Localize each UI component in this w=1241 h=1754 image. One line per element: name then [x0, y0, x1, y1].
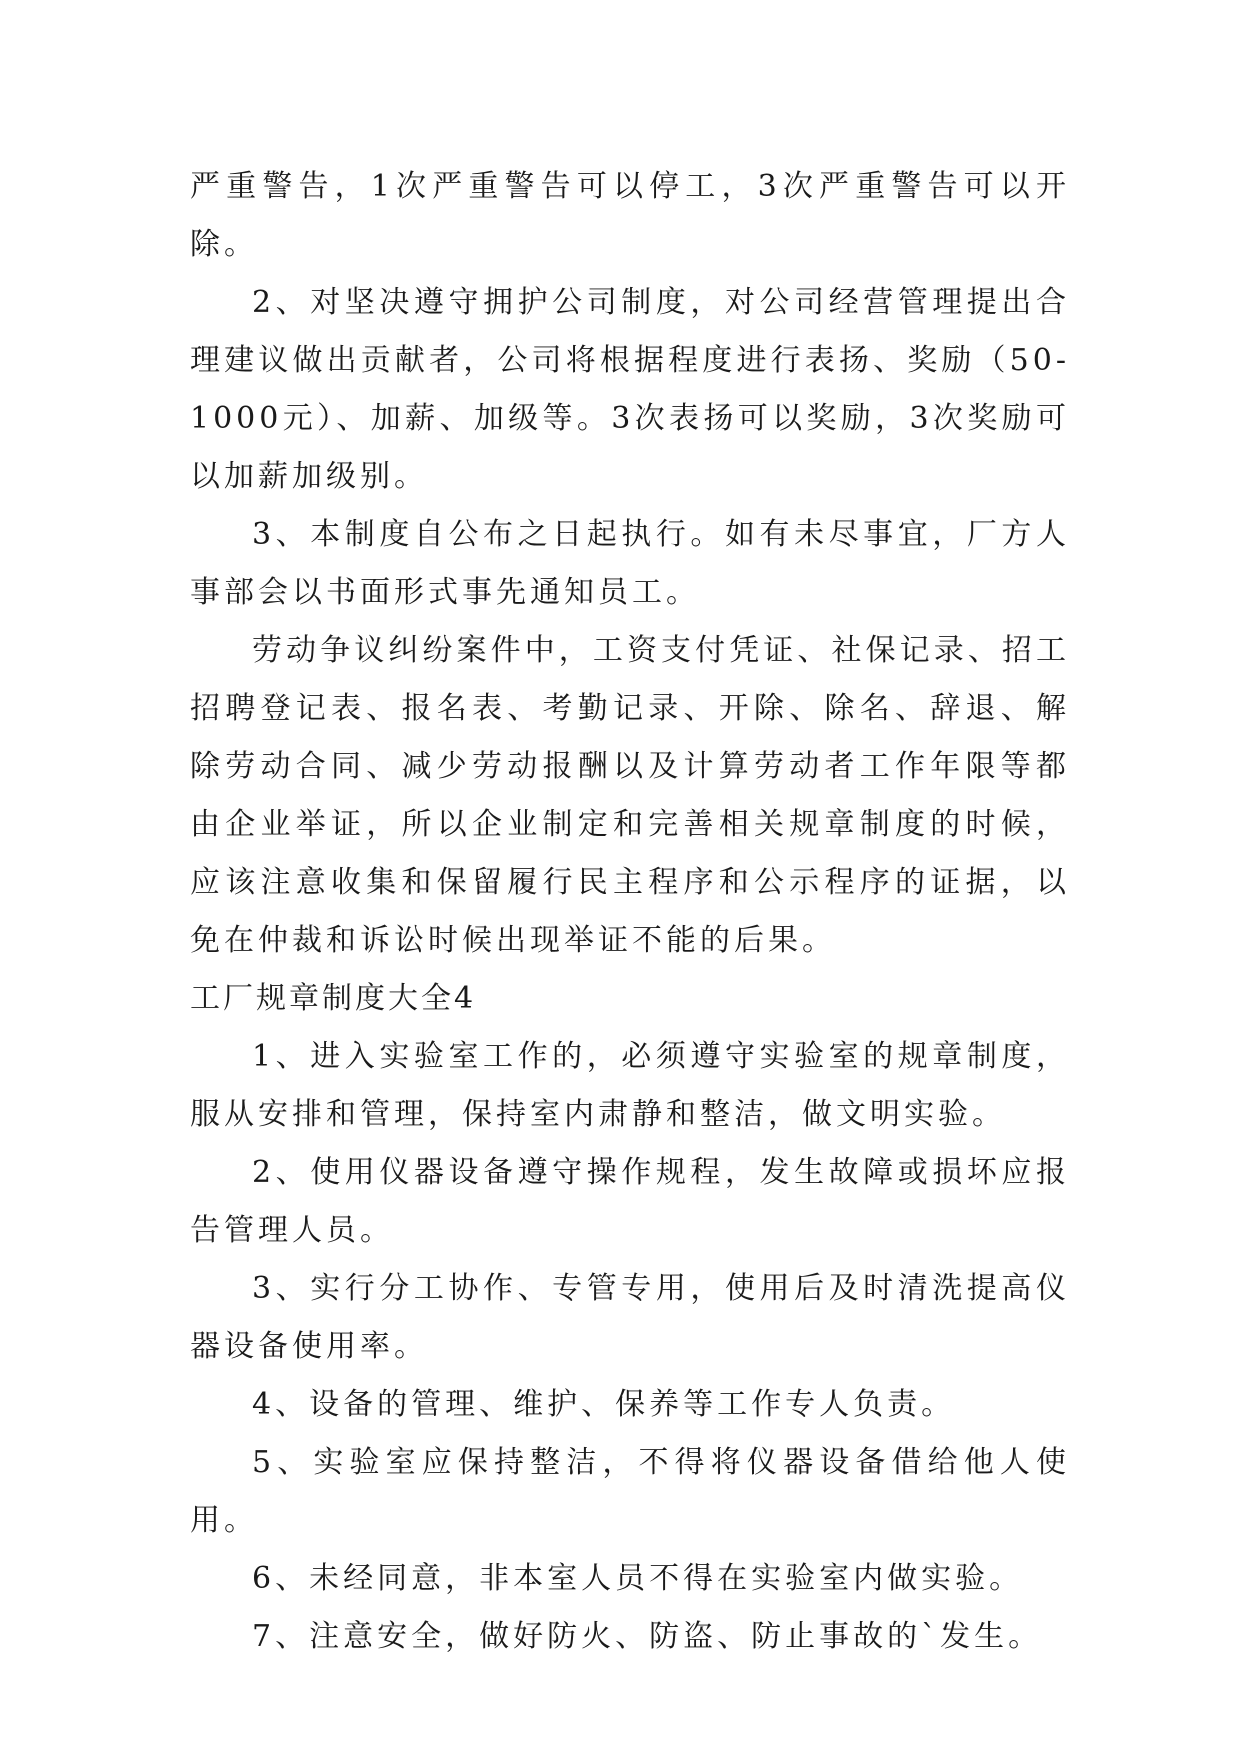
lab-rule-item-7: 7、注意安全，做好防火、防盗、防止事故的`发生。 [252, 1619, 1043, 1654]
lab-rule-item-1: 1、进入实验室工作的，必须遵守实验室的规章制度，服从安排和管理，保持室内肃静和整洁，做文明实验。 [190, 1039, 1070, 1132]
section-title: 工厂规章制度大全4 [190, 981, 477, 1016]
paragraph-labor-dispute: 劳动争议纠纷案件中，工资支付凭证、社保记录、招工招聘登记表、报名表、考勤记录、开除、除名、辞退、解除劳动合同、减少劳动报酬以及计算劳动者工作年限等都由企业举证，所以企业制定和完善相关规章制度的时候，应该注意收集和保留履行民主程序和公示程序的证据，以免在仲裁和诉讼时候出现举证不能的后果。 [190, 633, 1070, 958]
lab-rule-item-6: 6、未经同意，非本室人员不得在实验室内做实验。 [252, 1561, 1024, 1596]
lab-rule-item-3: 3、实行分工协作、专管专用，使用后及时清洗提高仪器设备使用率。 [190, 1271, 1070, 1364]
lab-rule-item-4: 4、设备的管理、维护、保养等工作专人负责。 [252, 1387, 956, 1422]
paragraph-reward-rule: 2、对坚决遵守拥护公司制度，对公司经营管理提出合理建议做出贡献者，公司将根据程度进行表扬、奖励（50-1000元）、加薪、加级等。3次表扬可以奖励，3次奖励可以加薪加级别。 [190, 285, 1070, 494]
paragraph-continued-warning: 严重警告，1次严重警告可以停工，3次严重警告可以开除。 [190, 169, 1070, 262]
document-body [190, 158, 1070, 1666]
lab-rule-item-2: 2、使用仪器设备遵守操作规程，发生故障或损坏应报告管理人员。 [190, 1155, 1070, 1248]
lab-rule-item-5: 5、实验室应保持整洁，不得将仪器设备借给他人使用。 [190, 1445, 1070, 1538]
paragraph-effective-date: 3、本制度自公布之日起执行。如有未尽事宜，厂方人事部会以书面形式事先通知员工。 [190, 517, 1070, 610]
